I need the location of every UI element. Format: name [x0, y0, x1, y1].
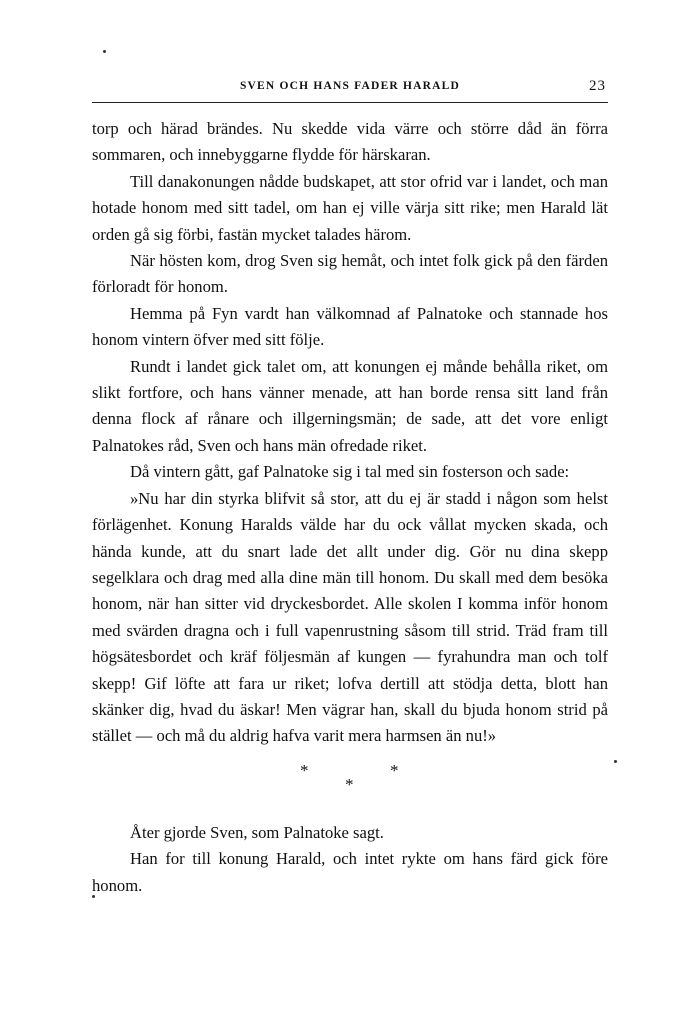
print-speck: [103, 50, 106, 53]
paragraph-8: Åter gjorde Sven, som Palnatoke sagt.: [130, 822, 384, 842]
header-rule: [92, 102, 608, 103]
paragraph-4: Hemma på Fyn vardt han välkomnad af Palnatoke och stannade hos honom vintern öfver med sitt följe.: [92, 303, 608, 350]
paragraph-7: »Nu har din styrka blifvit så stor, att du ej är stadd i någon som helst förlägenhet. Konung Haralds välde har du ock vållat mycken skada, och hända kunde, att du snart lade det allt under dig. Gör nu dina skepp segelklara och drag med alla dine män till honom. Du skall med dem besöka honom, när han sitter vid dryckesbordet. Alle skolen I komma inför honom med svärden dragna och i full vapenrustning såsom till strid. Träd fram till högsätesbordet och kräf följesmän af kungen — fyrahundra man och tolf skepp! Gif löfte att fara ur riket; lofva dertill att stödja detta, blott han skänker dig, hvad du äskar! Men vägrar han, skall du bjuda honom strid på stället — och må du aldrig hafva varit mera harmsen än nu!»: [92, 488, 608, 746]
page-header: [92, 78, 608, 100]
paragraph-2: Till danakonungen nådde budskapet, att stor ofrid var i landet, och man hotade honom med sitt tadel, om han ej ville värja sitt rike; men Harald lät orden gå sig förbi, fastän mycket talades härom.: [92, 171, 608, 244]
asterisk: *: [345, 774, 354, 794]
paragraph-6: Då vintern gått, gaf Palnatoke sig i tal med sin fosterson och sade:: [130, 462, 570, 482]
paragraph-9: Han for till konung Harald, och intet rykte om hans färd gick före honom.: [92, 849, 608, 895]
paragraph-1: torp och härad brändes. Nu skedde vida värre och större dåd än förra sommaren, och innebyggarne flydde för härskaran.: [92, 119, 608, 165]
section-break-asterism: [92, 750, 608, 806]
body-text: [92, 116, 608, 899]
paragraph-3: När hösten kom, drog Sven sig hemåt, och intet folk gick på den färden förloradt för honom.: [92, 251, 608, 297]
asterisk: *: [300, 760, 309, 780]
book-page: [92, 0, 608, 1022]
page-number: 23: [589, 78, 606, 94]
print-speck: [92, 895, 95, 898]
section-gap: [92, 806, 608, 820]
print-speck: [614, 760, 617, 763]
running-title: SVEN OCH HANS FADER HARALD: [239, 80, 461, 92]
paragraph-5: Rundt i landet gick talet om, att konungen ej månde behålla riket, om slikt fortfore, och hans vänner menade, att han borde rensa sitt land från denna flock af rånare och illgerningsmän; de sade, att det vore enligt Palnatokes råd, Sven och hans män ofredade riket.: [92, 356, 608, 455]
asterisk: *: [390, 760, 399, 780]
